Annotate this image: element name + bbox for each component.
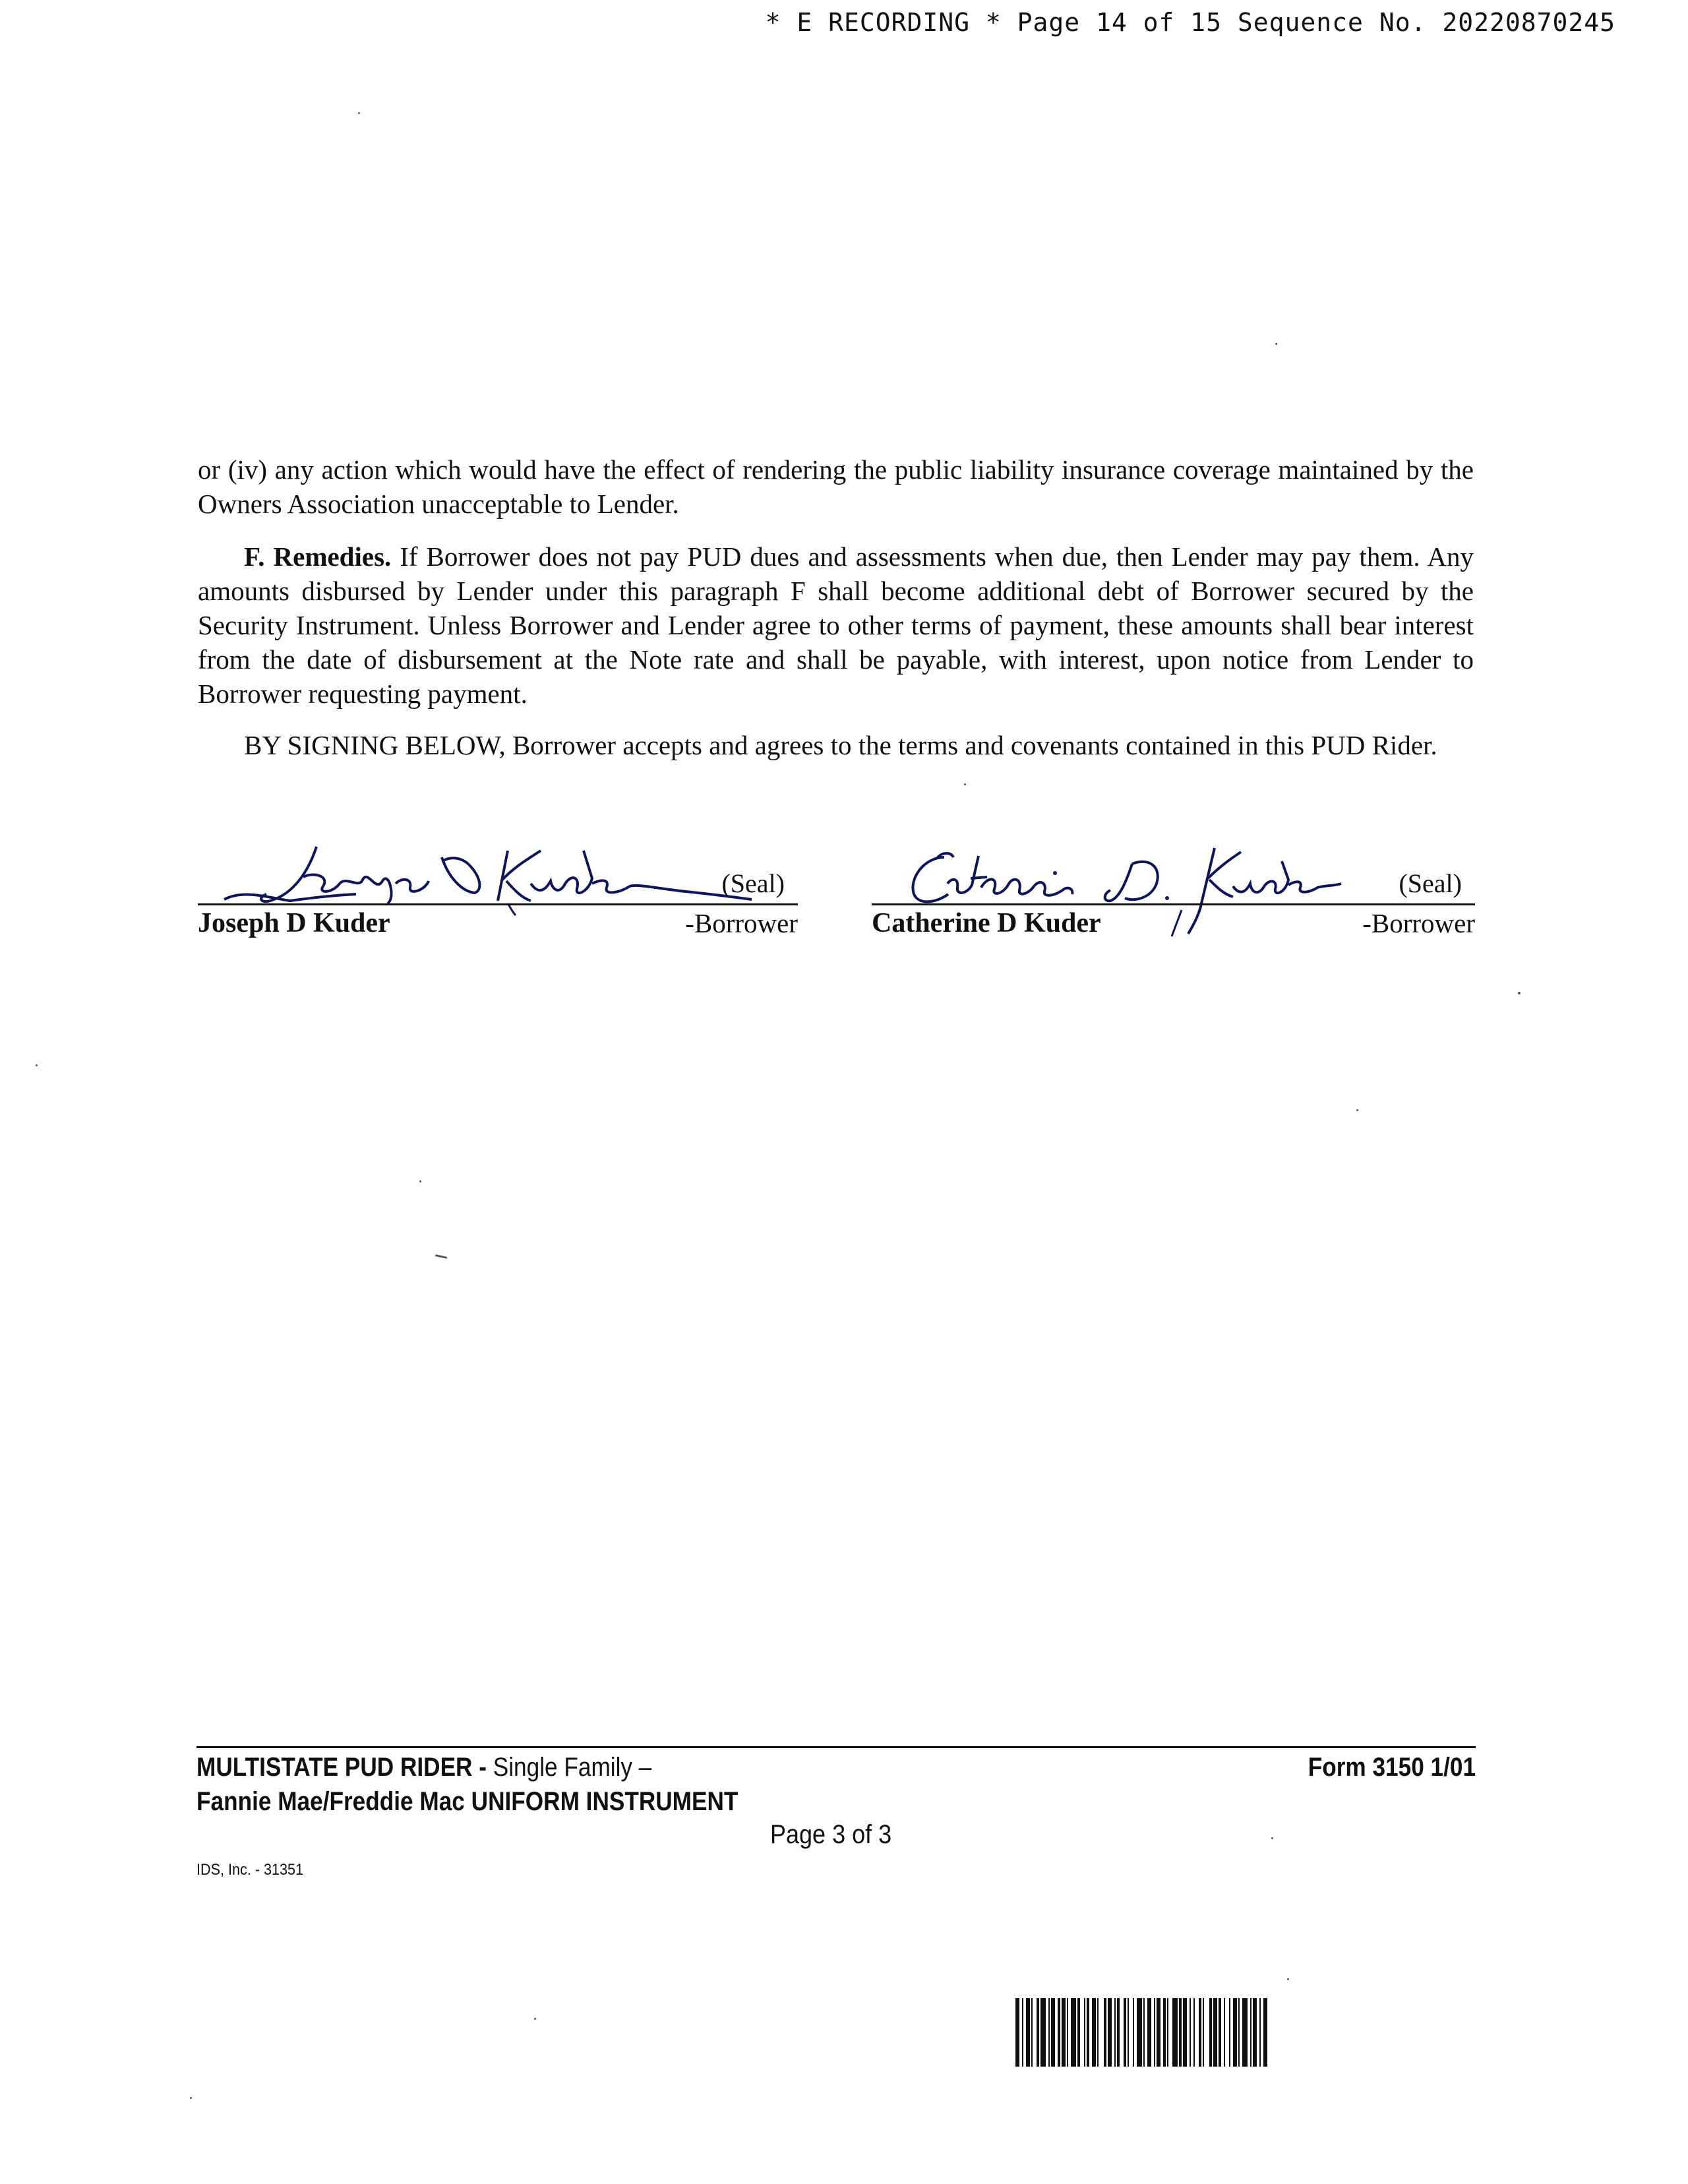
barcode-bar — [1108, 1998, 1112, 2067]
scan-speck — [190, 2097, 192, 2099]
barcode-bar — [1097, 1998, 1099, 2067]
barcode-bar — [1183, 1998, 1187, 2067]
scan-speck — [964, 783, 966, 785]
footer-title-line1 — [196, 1750, 738, 1784]
barcode-bar — [1263, 1998, 1267, 2067]
barcode-bar — [1250, 1998, 1251, 2067]
recording-header: * E RECORDING * Page 14 of 15 Sequence No. 20220870245 — [765, 8, 1615, 37]
barcode-bar — [1133, 1998, 1134, 2067]
barcode — [1015, 1998, 1470, 2067]
form-number: Form 3150 1/01 — [1308, 1753, 1476, 1782]
barcode-bar — [1015, 1998, 1019, 2067]
barcode-bar — [1137, 1998, 1142, 2067]
signature-line — [872, 903, 1475, 905]
barcode-bar — [1128, 1998, 1129, 2067]
scan-speck — [435, 1254, 447, 1259]
barcode-bar — [1190, 1998, 1191, 2067]
footer-title-regular: Single Family – — [486, 1753, 652, 1782]
barcode-bar — [1147, 1998, 1151, 2067]
scan-speck — [1275, 343, 1277, 345]
barcode-bar — [1124, 1998, 1126, 2067]
borrower-name: Catherine D Kuder — [872, 908, 1101, 938]
barcode-bar — [1253, 1998, 1257, 2067]
signature-block-catherine — [872, 837, 1475, 950]
borrower-role: -Borrower — [1362, 908, 1475, 938]
barcode-bar — [1209, 1998, 1212, 2067]
barcode-bar — [1203, 1998, 1204, 2067]
barcode-bar — [1058, 1998, 1060, 2067]
signature-block-joseph — [198, 837, 798, 950]
barcode-bar — [1242, 1998, 1248, 2067]
barcode-bar — [1092, 1998, 1096, 2067]
scan-speck — [1356, 1109, 1358, 1111]
barcode-bar — [1077, 1998, 1080, 2067]
scan-speck — [1271, 1837, 1273, 1839]
ids-code: IDS, Inc. - 31351 — [196, 1861, 304, 1879]
barcode-bar — [1167, 1998, 1168, 2067]
footer-form-title — [196, 1750, 738, 1819]
barcode-bar — [1114, 1998, 1116, 2067]
barcode-bar — [1213, 1998, 1217, 2067]
barcode-bar — [1157, 1998, 1160, 2067]
borrower-role: -Borrower — [685, 908, 798, 938]
footer-title-bold: MULTISTATE PUD RIDER - — [196, 1753, 487, 1782]
scan-speck — [419, 1180, 421, 1182]
barcode-bar — [1259, 1998, 1261, 2067]
barcode-bar — [1104, 1998, 1106, 2067]
scan-speck — [36, 1064, 38, 1066]
continuation-text: or (iv) any action which would have the effect of rendering the public liability insurance coverage maintained by the Owners Association unacceptable to Lender. — [198, 454, 1474, 519]
footer-rule — [196, 1746, 1476, 1748]
barcode-bar — [1143, 1998, 1145, 2067]
seal-label: (Seal) — [1399, 868, 1462, 898]
barcode-bar — [1084, 1998, 1085, 2067]
scan-speck — [1287, 1978, 1289, 1980]
barcode-bar — [1179, 1998, 1182, 2067]
continuation-paragraph — [198, 452, 1474, 521]
seal-label: (Seal) — [721, 868, 785, 898]
signature-line — [198, 903, 798, 905]
remedies-paragraph — [198, 539, 1474, 711]
barcode-bar — [1172, 1998, 1178, 2067]
scan-speck — [358, 112, 360, 114]
barcode-bar — [1163, 1998, 1166, 2067]
barcode-bar — [1199, 1998, 1201, 2067]
footer-title-line2 — [196, 1784, 738, 1819]
barcode-bar — [1037, 1998, 1039, 2067]
barcode-bar — [1067, 1998, 1068, 2067]
barcode-bar — [1154, 1998, 1155, 2067]
footer-title-line2-text: Fannie Mae/Freddie Mac UNIFORM INSTRUMENT — [196, 1787, 738, 1816]
barcode-bar — [1026, 1998, 1030, 2067]
page-number: Page 3 of 3 — [770, 1820, 892, 1849]
borrower-name: Joseph D Kuder — [198, 908, 390, 938]
barcode-bar — [1229, 1998, 1230, 2067]
barcode-bar — [1087, 1998, 1089, 2067]
barcode-bar — [1040, 1998, 1046, 2067]
barcode-bar — [1117, 1998, 1120, 2067]
barcode-bar — [1022, 1998, 1023, 2067]
barcode-bar — [1233, 1998, 1237, 2067]
barcode-bar — [1062, 1998, 1066, 2067]
signing-paragraph — [198, 728, 1474, 762]
barcode-bar — [1051, 1998, 1055, 2067]
barcode-bar — [1031, 1998, 1033, 2067]
remedies-text: If Borrower does not pay PUD dues and assessments when due, then Lender may pay them. Any amounts disbursed by Lender under this paragraph F shall become additional debt of Borrower secured by the Security Instrument. Unless Borrower and Lender agree to other terms of payment, these amounts shall bear interest from the date of disbursement at the Note rate and shall be payable, with interest, upon notice from Lender to Borrower requesting payment. — [198, 541, 1474, 709]
barcode-bar — [1224, 1998, 1225, 2067]
remedies-text-block — [198, 539, 1474, 711]
signing-text: BY SIGNING BELOW, Borrower accepts and agrees to the terms and covenants contained in this PUD Rider. — [244, 730, 1437, 760]
barcode-bar — [1048, 1998, 1050, 2067]
barcode-bar — [1238, 1998, 1240, 2067]
scan-speck — [534, 2018, 536, 2020]
scan-speck — [1518, 992, 1521, 994]
barcode-bar — [1193, 1998, 1195, 2067]
remedies-heading: F. Remedies. — [244, 541, 392, 572]
barcode-bar — [1071, 1998, 1076, 2067]
barcode-bar — [1219, 1998, 1221, 2067]
